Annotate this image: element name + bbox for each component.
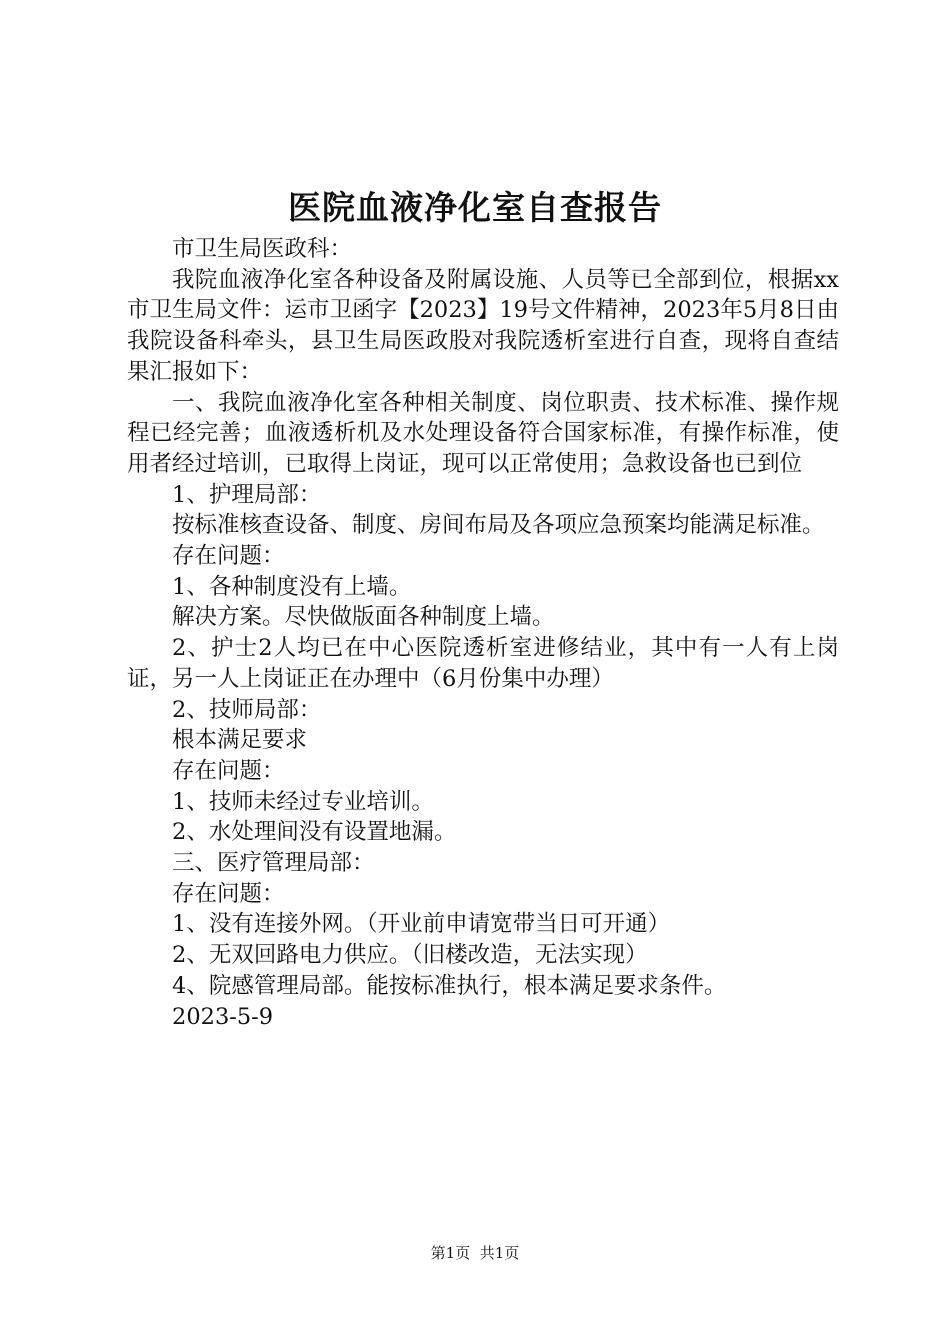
paragraph-infection-control: 4、院感管理局部。能按标准执行，根本满足要求条件。 xyxy=(172,972,727,999)
paragraph-addressee: 市卫生局医政科： xyxy=(172,236,353,262)
page-footer xyxy=(0,1241,950,1265)
page-number: 第1页 xyxy=(430,1244,471,1262)
paragraph-issue: 2、护士2人均已在中心医院透析室进修结业，其中有一人有上岗证，另一人上岗证正在办理中（6月份集中办理） xyxy=(127,635,839,692)
paragraph-issue: 1、技师未经过专业培训。 xyxy=(172,788,434,815)
paragraph-issues-heading: 存在问题： xyxy=(172,543,285,570)
paragraph-technician-heading: 2、技师局部： xyxy=(172,696,322,723)
paragraph-issue: 1、各种制度没有上墙。 xyxy=(172,573,412,600)
page-total: 共1页 xyxy=(479,1244,520,1262)
paragraph-solution: 解决方案。尽快做版面各种制度上墙。 xyxy=(172,604,555,631)
paragraph-issue: 1、没有连接外网。（开业前申请宽带当日可开通） xyxy=(172,911,671,938)
document-title: 医院血液净化室自查报告 xyxy=(288,188,662,227)
paragraph-issue: 2、水处理间没有设置地漏。 xyxy=(172,819,457,846)
paragraph-section-one: 一、我院血液净化室各种相关制度、岗位职责、技术标准、操作规程已经完善；血液透析机及水处理设备符合国家标准，有操作标准，使用者经过培训，已取得上岗证，现可以正常使用；急救设备也已到位 xyxy=(127,389,839,477)
paragraph-nursing-check: 按标准核查设备、制度、房间布局及各项应急预案均能满足标准。 xyxy=(172,512,825,539)
paragraph-issues-heading: 存在问题： xyxy=(172,757,285,784)
paragraph-date: 2023-5-9 xyxy=(172,1003,274,1030)
paragraph-issues-heading: 存在问题： xyxy=(172,880,285,907)
paragraph-nursing-heading: 1、护理局部： xyxy=(172,481,322,508)
document-body xyxy=(127,234,839,1032)
paragraph-technician-status: 根本满足要求 xyxy=(172,727,308,754)
paragraph-medical-heading: 三、医疗管理局部： xyxy=(172,850,375,877)
paragraph-intro: 我院血液净化室各种设备及附属设施、人员等已全部到位，根据xx市卫生局文件：运市卫函字【2023】19号文件精神，2023年5月8日由我院设备科牵头，县卫生局医政股对我院透析室进行自查，现将自查结果汇报如下： xyxy=(127,266,839,385)
paragraph-issue: 2、无双回路电力供应。（旧楼改造，无法实现） xyxy=(172,942,648,969)
